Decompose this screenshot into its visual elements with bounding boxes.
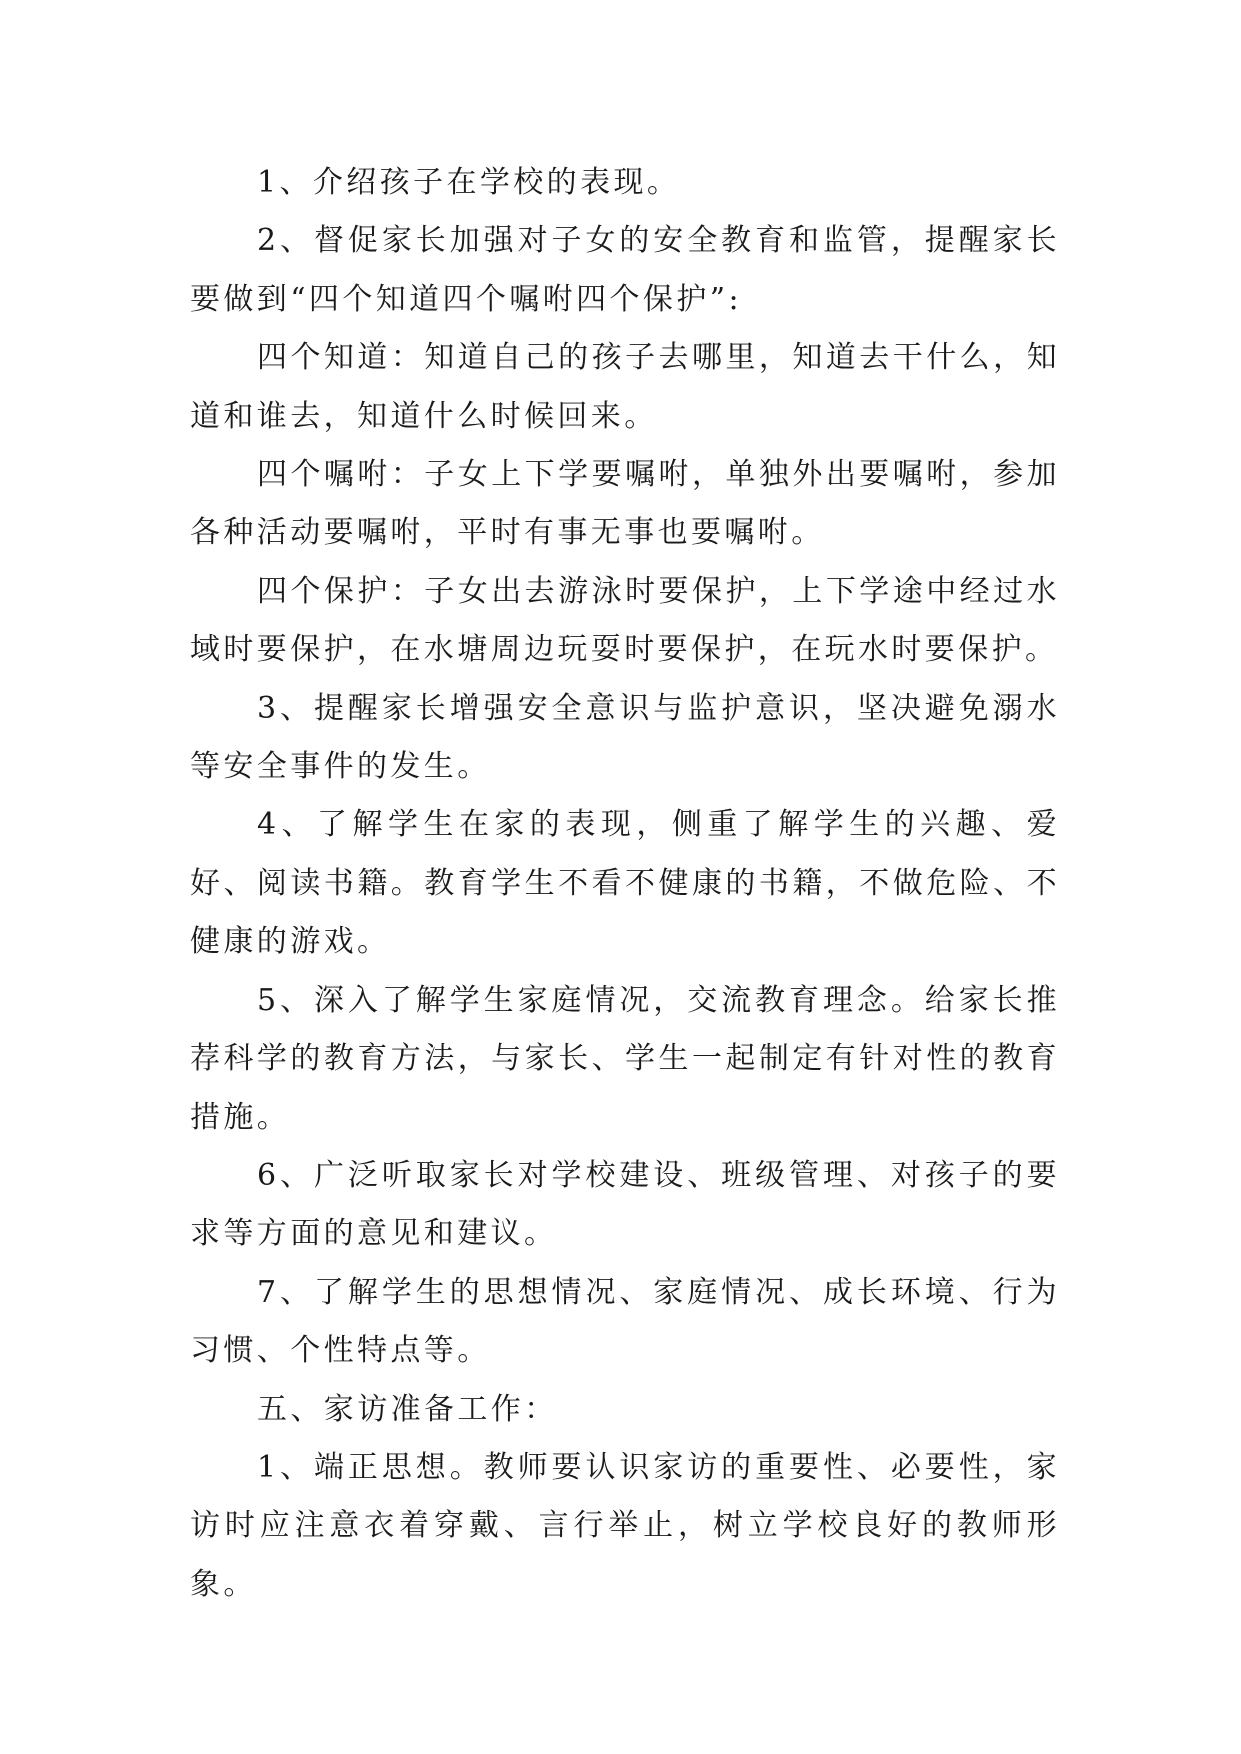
paragraph-home-performance: 4、了解学生在家的表现，侧重了解学生的兴趣、爱好、阅读书籍。教育学生不看不健康的书籍，不做危险、不健康的游戏。 xyxy=(190,807,1060,960)
document-body xyxy=(190,154,1060,1614)
paragraph-family-situation: 5、深入了解学生家庭情况，交流教育理念。给家长推荐科学的教育方法，与家长、学生一起制定有针对性的教育措施。 xyxy=(190,982,1060,1135)
paragraph-safety-supervision: 2、督促家长加强对子女的安全教育和监管，提醒家长要做到“四个知道四个嘱咐四个保护”: xyxy=(190,223,1060,317)
paragraph-intro-performance: 1、介绍孩子在学校的表现。 xyxy=(257,165,681,200)
paragraph-safety-awareness: 3、提醒家长增强安全意识与监护意识，坚决避免溺水等安全事件的发生。 xyxy=(190,690,1060,785)
paragraph-correct-attitude: 1、端正思想。教师要认识家访的重要性、必要性，家访时应注意衣着穿戴、言行举止，树立学校良好的教师形象。 xyxy=(190,1449,1060,1602)
section-heading-preparation: 五、家访准备工作： xyxy=(257,1391,558,1427)
paragraph-four-knows: 四个知道：知道自己的孩子去哪里，知道去干什么，知道和谁去，知道什么时候回来。 xyxy=(190,340,1060,434)
paragraph-parent-opinions: 6、广泛听取家长对学校建设、班级管理、对孩子的要求等方面的意见和建议。 xyxy=(190,1157,1060,1252)
paragraph-four-reminders: 四个嘱咐：子女上下学要嘱咐，单独外出要嘱咐，参加各种活动要嘱咐，平时有事无事也要嘱咐。 xyxy=(190,457,1060,551)
paragraph-student-thoughts: 7、了解学生的思想情况、家庭情况、成长环境、行为习惯、个性特点等。 xyxy=(190,1274,1060,1369)
paragraph-four-protections: 四个保护：子女出去游泳时要保护，上下学途中经过水域时要保护，在水塘周边玩耍时要保护，在玩水时要保护。 xyxy=(190,573,1060,668)
